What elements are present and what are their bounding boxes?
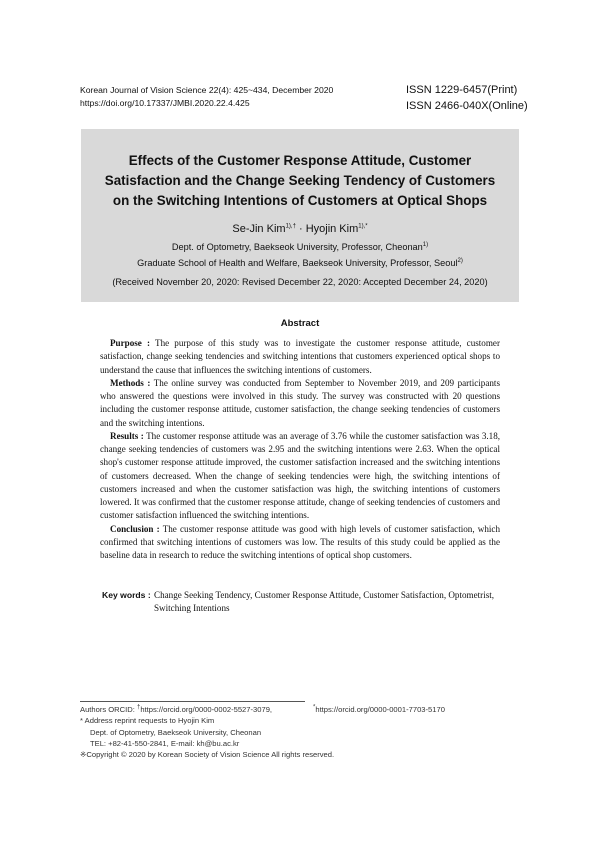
issn-block <box>406 82 528 114</box>
affiliation-2-text: Graduate School of Health and Welfare, Baekseok University, Professor, Seoul <box>137 258 458 268</box>
author-1-affiliation-mark: 1),† <box>285 223 296 230</box>
orcid-label: Authors ORCID: <box>80 705 137 714</box>
keywords-label: Key words : <box>102 590 151 600</box>
reprint-mark: * <box>80 716 83 726</box>
author-2: Hyojin Kim <box>305 223 359 235</box>
purpose-label: Purpose : <box>110 338 151 348</box>
journal-citation: Korean Journal of Vision Science 22(4): 425~434, December 2020 <box>80 85 334 95</box>
paper-title <box>81 151 519 211</box>
author-separator: · <box>295 223 306 235</box>
issn-print: ISSN 1229-6457(Print) <box>406 84 518 96</box>
affiliation-1 <box>81 242 519 252</box>
address-line: Dept. of Optometry, Baekseok University, Cheonan <box>90 727 262 737</box>
author-list <box>81 223 519 235</box>
conclusion-label: Conclusion : <box>110 523 160 534</box>
methods-label: Methods : <box>110 377 151 388</box>
abstract-purpose <box>100 337 500 377</box>
author-1: Se-Jin Kim <box>232 223 286 235</box>
author-2-affiliation-mark: 1),* <box>358 223 368 230</box>
received-dates: (Received November 20, 2020: Revised December 22, 2020: Accepted December 24, 2020) <box>112 277 488 287</box>
conclusion-text: The customer response attitude was good with high levels of customer satisfaction, which confirmed that switching intentions of customers was low. The results of this study could be applied as the baseline data in research to reduce the switching intentions of optical shop customers. <box>100 523 501 560</box>
keywords-text: Change Seeking Tendency, Customer Response Attitude, Customer Satisfaction, Optometrist, Switching Intentions <box>154 590 495 613</box>
affiliation-2 <box>81 258 519 268</box>
orcid-2-link[interactable]: https://orcid.org/0000-0001-7703-5170 <box>315 705 445 714</box>
orcid-2 <box>313 704 445 715</box>
purpose-text: The purpose of this study was to investigate the customer response attitude, customer satisfaction, change seeking tendencies and switching intentions that customers experienced optical shops to understand the cause that influences the switching intentions of customers. <box>100 338 500 375</box>
abstract-body <box>100 337 500 562</box>
orcid-1-mark: † <box>136 704 141 711</box>
affiliation-1-mark: 1) <box>422 241 429 248</box>
reprint-line <box>80 715 520 726</box>
footnote-divider <box>80 701 305 702</box>
affiliation-2-mark: 2) <box>457 257 463 264</box>
footnotes <box>80 704 520 760</box>
title-line-3: on the Switching Intentions of Customers at Optical Shops <box>112 193 488 208</box>
doi-link[interactable]: https://doi.org/10.17337/JMBI.2020.22.4.425 <box>80 98 250 108</box>
abstract-heading: Abstract <box>280 318 320 329</box>
orcid-2-mark: * <box>313 704 316 711</box>
title-box <box>81 129 519 302</box>
title-line-1: Effects of the Customer Response Attitude, Customer <box>128 153 472 168</box>
contact-line: TEL: +82-41-550-2841, E-mail: kh@bu.ac.kr <box>90 738 240 748</box>
results-text: The customer response attitude was an average of 3.76 while the customer satisfaction was 3.18, change seeking tendencies of customers was 2.95 and the switching intentions were 2.63. When the optical shop's customer response attitude improved, the customer satisfaction increased and the switching intentions of customers decreased. When the change of seeking tendencies were high, the switching intentions of customers increased and when the customer satisfaction was high, the switching intentions of customers lowered. It was confirmed that the customer response attitude, change of seeking tendencies of customers and customer satisfaction influenced the switching intentions. <box>100 430 501 521</box>
journal-header <box>80 84 333 110</box>
methods-text: The online survey was conducted from September to November 2019, and 209 participants who answered the questions were involved in this study. The survey was constructed with 20 questions including the customer response attitude, customer satisfaction, the change seeking tendencies of customers and the switching intentions. <box>100 377 500 428</box>
copyright-line: ※Copyright © 2020 by Korean Society of Vision Science All rights reserved. <box>80 750 335 760</box>
issn-online: ISSN 2466-040X(Online) <box>406 100 528 112</box>
affiliation-1-text: Dept. of Optometry, Baekseok University, Professor, Cheonan <box>171 242 423 252</box>
abstract-conclusion <box>100 523 500 563</box>
orcid-line <box>80 704 520 715</box>
orcid-1-link[interactable]: https://orcid.org/0000-0002-5527-3079, <box>140 705 273 714</box>
abstract-results <box>100 430 500 523</box>
reprint-text: Address reprint requests to Hyojin Kim <box>84 716 215 726</box>
abstract-methods <box>100 377 500 430</box>
title-line-2: Satisfaction and the Change Seeking Tendency of Customers <box>104 173 496 188</box>
keywords-block <box>102 589 500 615</box>
results-label: Results : <box>110 430 144 441</box>
